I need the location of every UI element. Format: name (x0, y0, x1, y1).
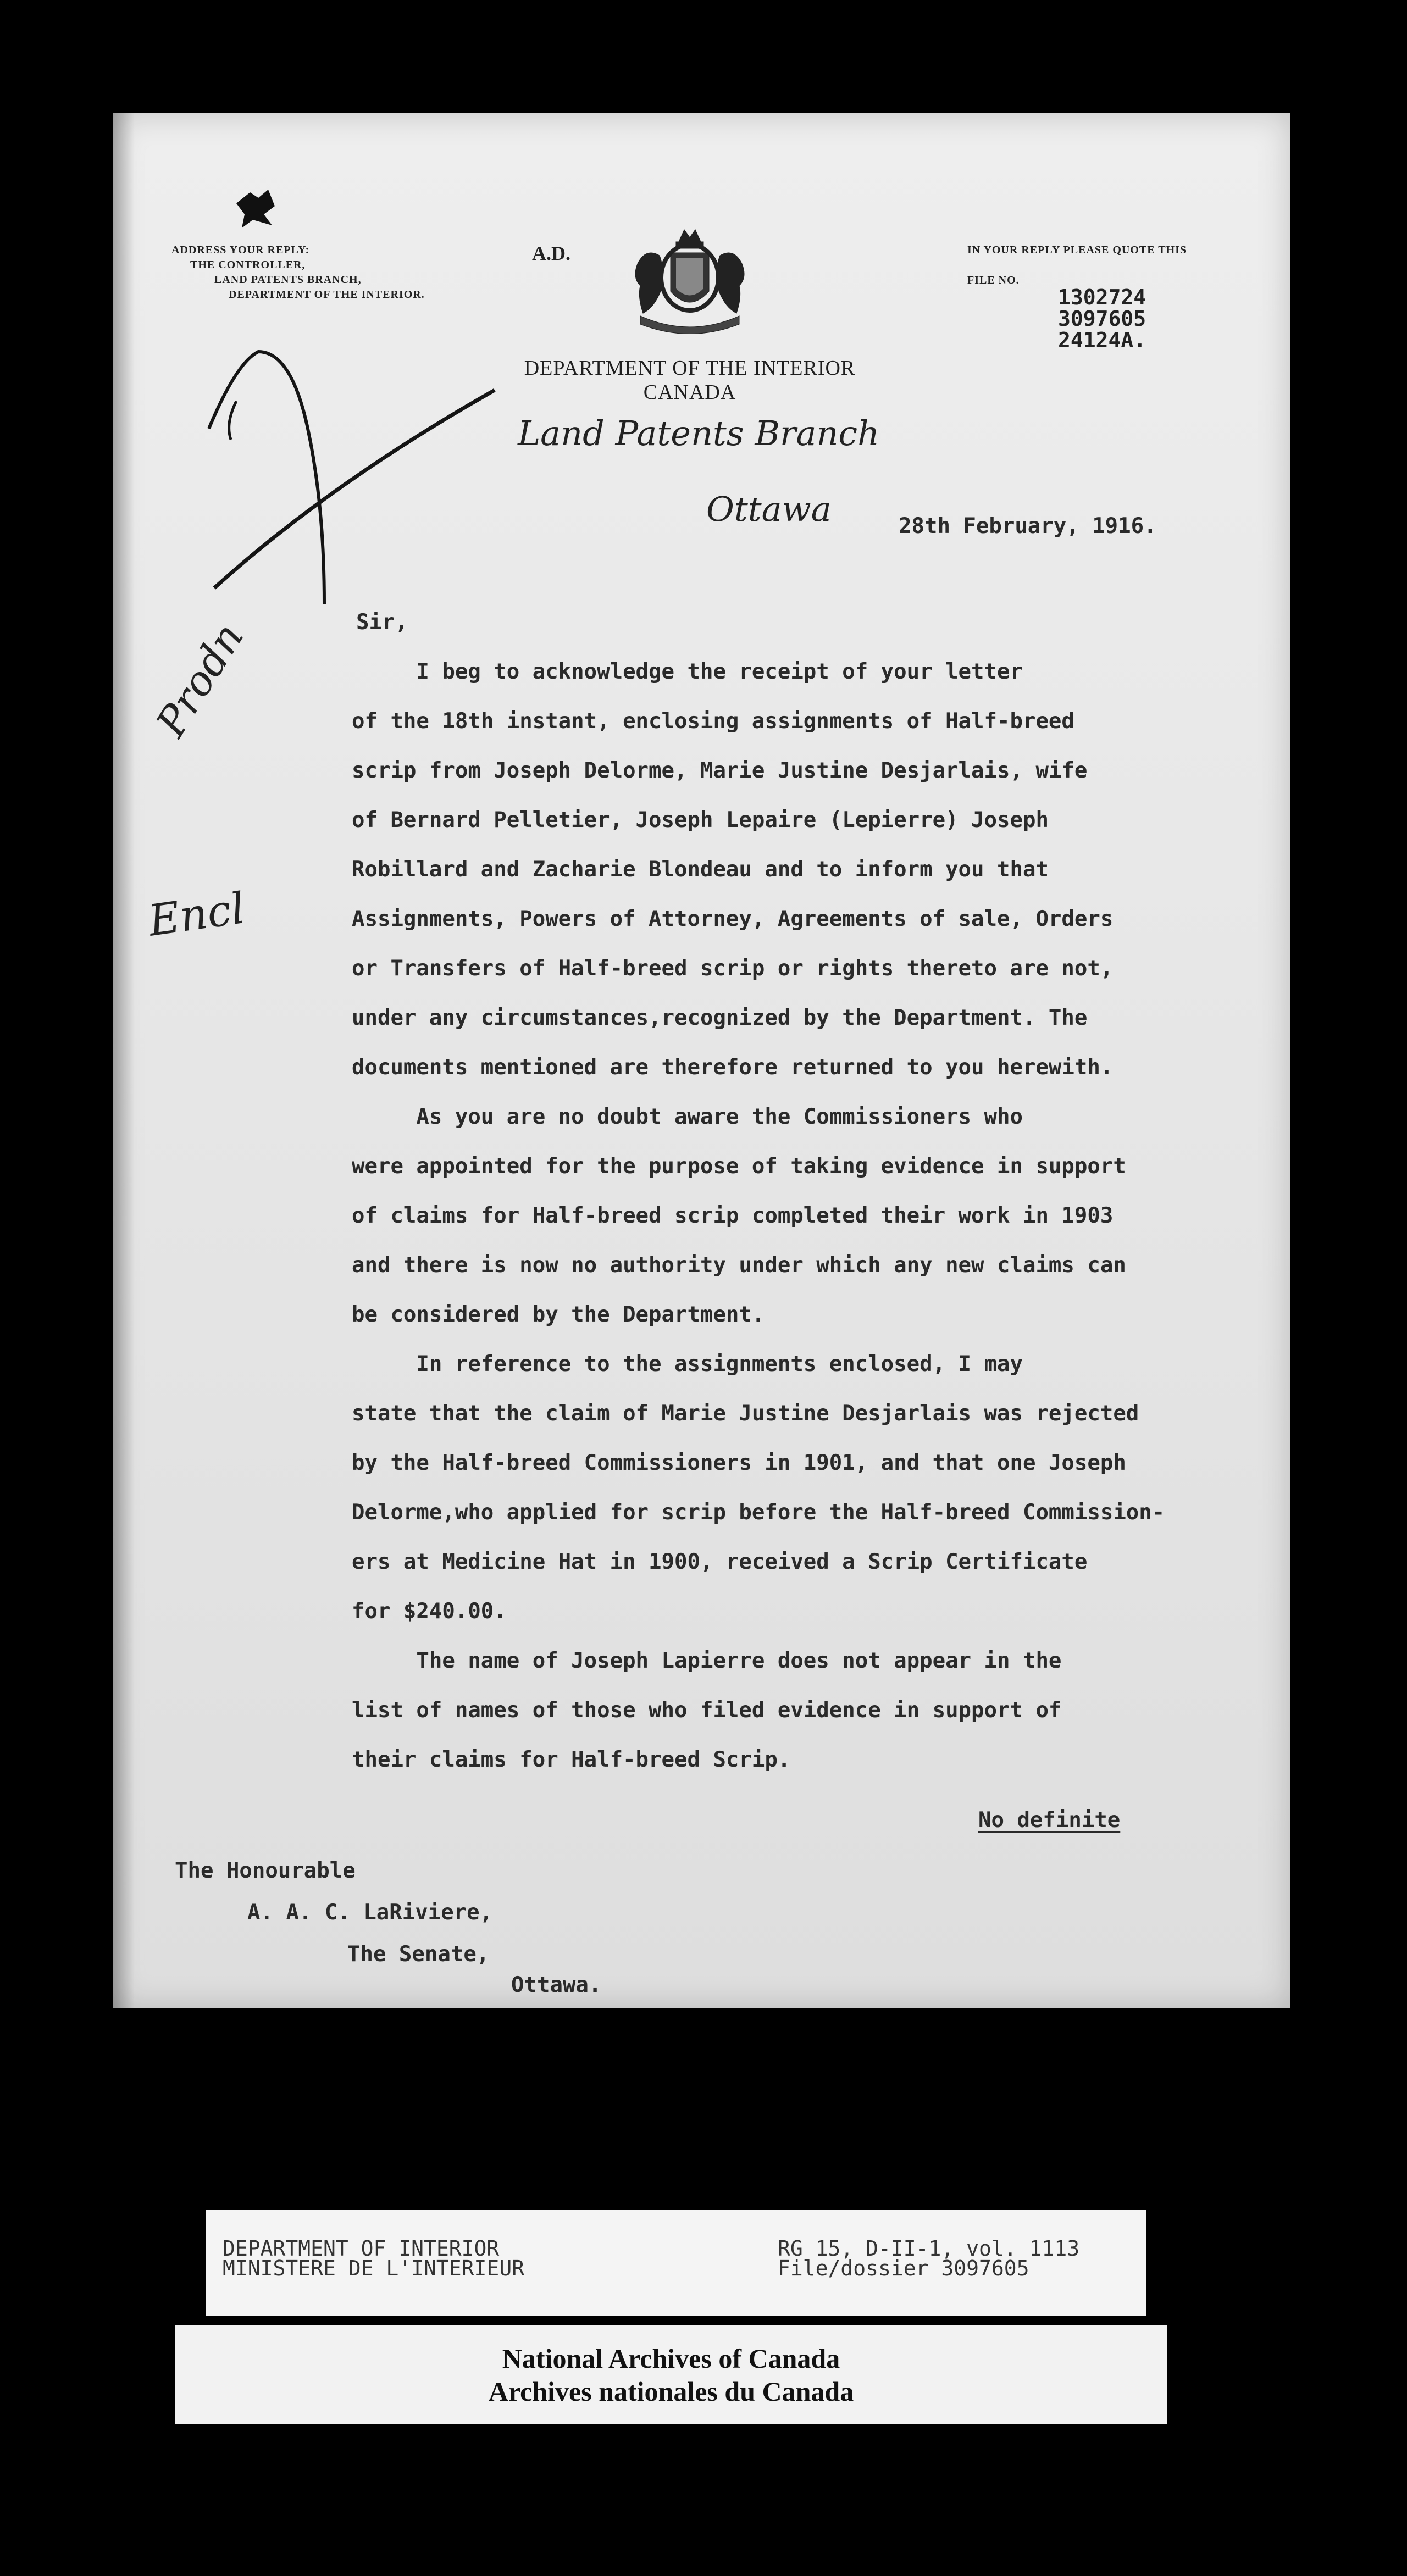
quote-instruction: IN YOUR REPLY PLEASE QUOTE THIS (967, 244, 1187, 256)
reply-address-line: ADDRESS YOUR REPLY: (171, 244, 310, 256)
body-line: of claims for Half-breed scrip completed their work in 1903 (352, 1203, 1114, 1228)
body-line: of Bernard Pelletier, Joseph Lepaire (Lepierre) Joseph (352, 808, 1049, 832)
body-line: and there is now no authority under which any new claims can (352, 1253, 1126, 1278)
body-line: of the 18th instant, enclosing assignments of Half-breed (352, 709, 1074, 734)
letter-body (352, 659, 1286, 1772)
ad-mark: A.D. (532, 242, 570, 264)
archives-footer-en: National Archives of Canada (502, 2343, 840, 2374)
body-line: by the Half-breed Commissioners in 1901, and that one Joseph (352, 1451, 1126, 1475)
body-line: documents mentioned are therefore returned to you herewith. (352, 1055, 1114, 1080)
salutation: Sir, (356, 610, 408, 635)
archive-label-right: File/dossier 3097605 (778, 2256, 1029, 2280)
body-line: under any circumstances,recognized by the Department. The (352, 1006, 1088, 1030)
reply-address-line: DEPARTMENT OF THE INTERIOR. (229, 288, 425, 301)
addressee-line: Ottawa. (511, 1973, 602, 1997)
body-line: for $240.00. (352, 1599, 507, 1624)
page-edge-shadow (113, 113, 135, 2008)
margin-note: Prodn (147, 615, 253, 745)
department-country: CANADA (643, 381, 736, 404)
department-heading (495, 356, 885, 404)
reply-address-line: LAND PATENTS BRANCH, (214, 274, 362, 286)
coat-of-arms-icon (621, 225, 758, 341)
letter-date: 28th February, 1916. (899, 514, 1157, 538)
margin-note: Encl (145, 884, 248, 946)
file-no-label: FILE NO. (967, 274, 1020, 286)
file-number: 24124A. (1058, 328, 1146, 352)
body-line: list of names of those who filed evidence in support of (352, 1698, 1062, 1723)
body-line: their claims for Half-breed Scrip. (352, 1747, 791, 1772)
body-line: I beg to acknowledge the receipt of your letter (352, 659, 1023, 684)
archive-label-left: MINISTERE DE L'INTERIEUR (223, 2256, 525, 2280)
body-line: or Transfers of Half-breed scrip or rights thereto are not, (352, 956, 1114, 981)
file-numbers (1058, 287, 1146, 351)
file-number: 3097605 (1058, 307, 1146, 331)
body-line: Robillard and Zacharie Blondeau and to inform you that (352, 857, 1049, 882)
addressee-line: The Honourable (175, 1858, 356, 1883)
archives-footer (175, 2325, 1167, 2424)
branch-name: Land Patents Branch (518, 413, 880, 453)
department-name: DEPARTMENT OF THE INTERIOR (524, 357, 856, 380)
body-line: In reference to the assignments enclosed, I may (352, 1352, 1023, 1376)
reply-address-block (171, 243, 425, 302)
city-name: Ottawa (706, 489, 832, 529)
body-line: be considered by the Department. (352, 1302, 765, 1327)
body-line: ers at Medicine Hat in 1900, received a Scrip Certificate (352, 1550, 1088, 1574)
archives-footer-fr: Archives nationales du Canada (488, 2376, 854, 2407)
body-line: scrip from Joseph Delorme, Marie Justine Desjarlais, wife (352, 758, 1088, 783)
archive-label-left: DEPARTMENT OF INTERIOR (223, 2236, 500, 2261)
file-number: 1302724 (1058, 285, 1146, 309)
body-line: state that the claim of Marie Justine Desjarlais was rejected (352, 1401, 1139, 1426)
addressee-line: A. A. C. LaRiviere, (247, 1900, 493, 1925)
closing-note: No definite (978, 1808, 1121, 1833)
body-line: Assignments, Powers of Attorney, Agreements of sale, Orders (352, 907, 1114, 931)
reply-address-line: THE CONTROLLER, (190, 259, 306, 271)
archive-reference-label (206, 2210, 1146, 2316)
body-line: were appointed for the purpose of taking evidence in support (352, 1154, 1126, 1179)
body-line: The name of Joseph Lapierre does not appear in the (352, 1648, 1062, 1673)
archive-label-right: RG 15, D-II-1, vol. 1113 (778, 2236, 1080, 2261)
body-line: As you are no doubt aware the Commissioners who (352, 1104, 1023, 1129)
addressee-line: The Senate, (347, 1942, 490, 1967)
body-line: Delorme,who applied for scrip before the Half-breed Commission- (352, 1500, 1165, 1525)
